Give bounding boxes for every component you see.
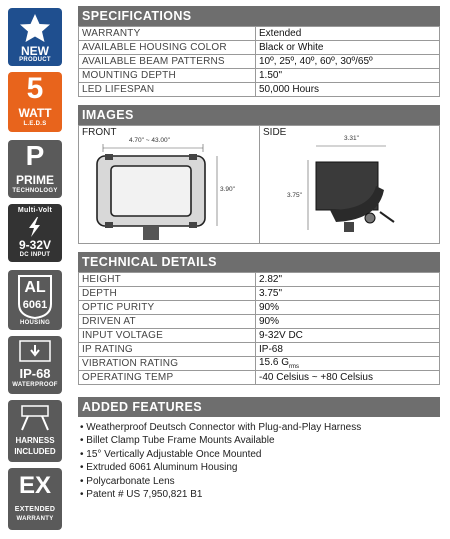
prime-label: PRIME — [15, 173, 54, 187]
waterproof-label: WATERPROOF — [12, 382, 58, 388]
warranty-label: WARRANTY — [16, 516, 54, 522]
prime-technology-badge — [8, 140, 62, 198]
table-row — [79, 27, 440, 41]
list-item: • Patent # US 7,950,821 B1 — [80, 488, 203, 500]
tech-key: IP RATING — [79, 343, 256, 357]
spec-value: 10º, 25º, 40º, 60º, 30º/65º — [256, 55, 440, 69]
feature-text: Patent # US 7,950,821 B1 — [86, 488, 203, 500]
multivolt-label: Multi-Volt — [17, 207, 53, 214]
features-list — [78, 421, 440, 501]
harness-plug-icon — [8, 402, 62, 434]
side-width-dimension: 3.31" — [344, 135, 359, 142]
side-light-drawing — [260, 126, 441, 243]
product-label: PRODUCT — [19, 57, 51, 63]
extended-label: EXTENDED — [14, 506, 56, 513]
table-row — [79, 83, 440, 97]
spec-key: WARRANTY — [79, 27, 256, 41]
waterproof-badge — [8, 336, 62, 394]
spec-key: AVAILABLE BEAM PATTERNS — [79, 55, 256, 69]
al-label: AL — [24, 279, 46, 296]
feature-text: Extruded 6061 Aluminum Housing — [86, 462, 238, 474]
added-features-header: ADDED FEATURES — [78, 397, 440, 417]
watt-number: 5 — [26, 72, 44, 105]
table-row — [79, 69, 440, 83]
included-label: INCLUDED — [14, 447, 56, 456]
leds-label: L.E.D.S — [23, 121, 47, 127]
feature-text: 15° Vertically Adjustable Once Mounted — [86, 448, 262, 460]
tech-key: DEPTH — [79, 287, 256, 301]
spec-value: Black or White — [256, 41, 440, 55]
five-watt-badge — [8, 72, 62, 132]
front-view — [79, 126, 260, 243]
tech-value: IP-68 — [256, 343, 440, 357]
side-height-dimension: 3.75" — [287, 192, 302, 199]
specifications-table — [78, 26, 440, 97]
multi-volt-badge — [8, 204, 62, 262]
tech-key: INPUT VOLTAGE — [79, 329, 256, 343]
harness-included-badge — [8, 400, 62, 462]
technical-details-header: TECHNICAL DETAILS — [78, 252, 440, 272]
tech-key: HEIGHT — [79, 273, 256, 287]
images-panel — [78, 125, 440, 244]
feature-text: Polycarbonate Lens — [86, 475, 175, 487]
spec-value: 1.50" — [256, 69, 440, 83]
spec-key: AVAILABLE HOUSING COLOR — [79, 41, 256, 55]
tech-key: DRIVEN AT — [79, 315, 256, 329]
list-item: • Polycarbonate Lens — [80, 475, 175, 487]
water-drop-icon — [8, 339, 62, 365]
tech-value: 15.6 G — [259, 357, 290, 368]
lightning-bolt-icon — [8, 216, 62, 238]
tech-value: 2.82" — [256, 273, 440, 287]
tech-value-subscript: rms — [289, 364, 300, 370]
spec-key: MOUNTING DEPTH — [79, 69, 256, 83]
main-content — [78, 6, 440, 501]
list-item: • 15° Vertically Adjustable Once Mounted — [80, 448, 262, 460]
table-row — [79, 329, 440, 343]
aluminum-housing-badge — [8, 270, 62, 330]
tech-value: 3.75" — [256, 287, 440, 301]
tech-value: 9-32V DC — [256, 329, 440, 343]
volt-range: 9-32V — [18, 238, 52, 252]
spec-value: Extended — [256, 27, 440, 41]
list-item: • Billet Clamp Tube Frame Mounts Available — [80, 435, 275, 447]
front-label: FRONT — [82, 127, 117, 138]
side-label: SIDE — [263, 127, 287, 138]
extended-warranty-badge — [8, 468, 62, 530]
technology-label: TECHNOLOGY — [12, 188, 58, 194]
harness-label: HARNESS — [15, 436, 55, 445]
tech-key: OPERATING TEMP — [79, 371, 256, 385]
front-width-dimension: 4.70" ~ 43.00" — [129, 137, 170, 144]
table-row — [79, 315, 440, 329]
dc-input-label: DC INPUT — [19, 252, 51, 258]
specifications-header: SPECIFICATIONS — [78, 6, 440, 26]
images-header: IMAGES — [78, 105, 440, 125]
table-row — [79, 371, 440, 385]
tech-value: 90% — [256, 301, 440, 315]
tech-value: 90% — [256, 315, 440, 329]
star-icon — [8, 11, 62, 47]
technical-details-table — [78, 272, 440, 385]
table-row — [79, 287, 440, 301]
feature-text: Billet Clamp Tube Frame Mounts Available — [86, 435, 275, 447]
spec-key: LED LIFESPAN — [79, 83, 256, 97]
table-row — [79, 301, 440, 315]
list-item: • Weatherproof Deutsch Connector with Plug-and-Play Harness — [80, 422, 362, 433]
prime-letter: P — [25, 140, 45, 171]
new-product-badge — [8, 8, 62, 66]
table-row — [79, 273, 440, 287]
side-view — [260, 126, 441, 243]
table-row — [79, 41, 440, 55]
tech-value: -40 Celsius ~ +80 Celsius — [256, 371, 440, 385]
new-label: NEW — [21, 44, 49, 58]
ex-label: EX — [18, 472, 51, 499]
tech-key: OPTIC PURITY — [79, 301, 256, 315]
feature-text: Weatherproof Deutsch Connector with Plug-and-Play Harness — [86, 422, 362, 433]
front-height-dimension: 3.90" — [220, 186, 235, 193]
list-item: • Extruded 6061 Aluminum Housing — [80, 462, 238, 474]
tech-key: VIBRATION RATING — [79, 357, 256, 371]
badge-sidebar — [0, 0, 70, 539]
watt-label: WATT — [18, 106, 52, 120]
table-row — [79, 55, 440, 69]
table-row — [79, 343, 440, 357]
table-row — [79, 357, 440, 371]
tech-value-cell — [256, 357, 440, 371]
ip-label: IP-68 — [19, 366, 51, 381]
spec-value: 50,000 Hours — [256, 83, 440, 97]
al-number: 6061 — [22, 299, 48, 311]
housing-label: HOUSING — [19, 320, 51, 326]
